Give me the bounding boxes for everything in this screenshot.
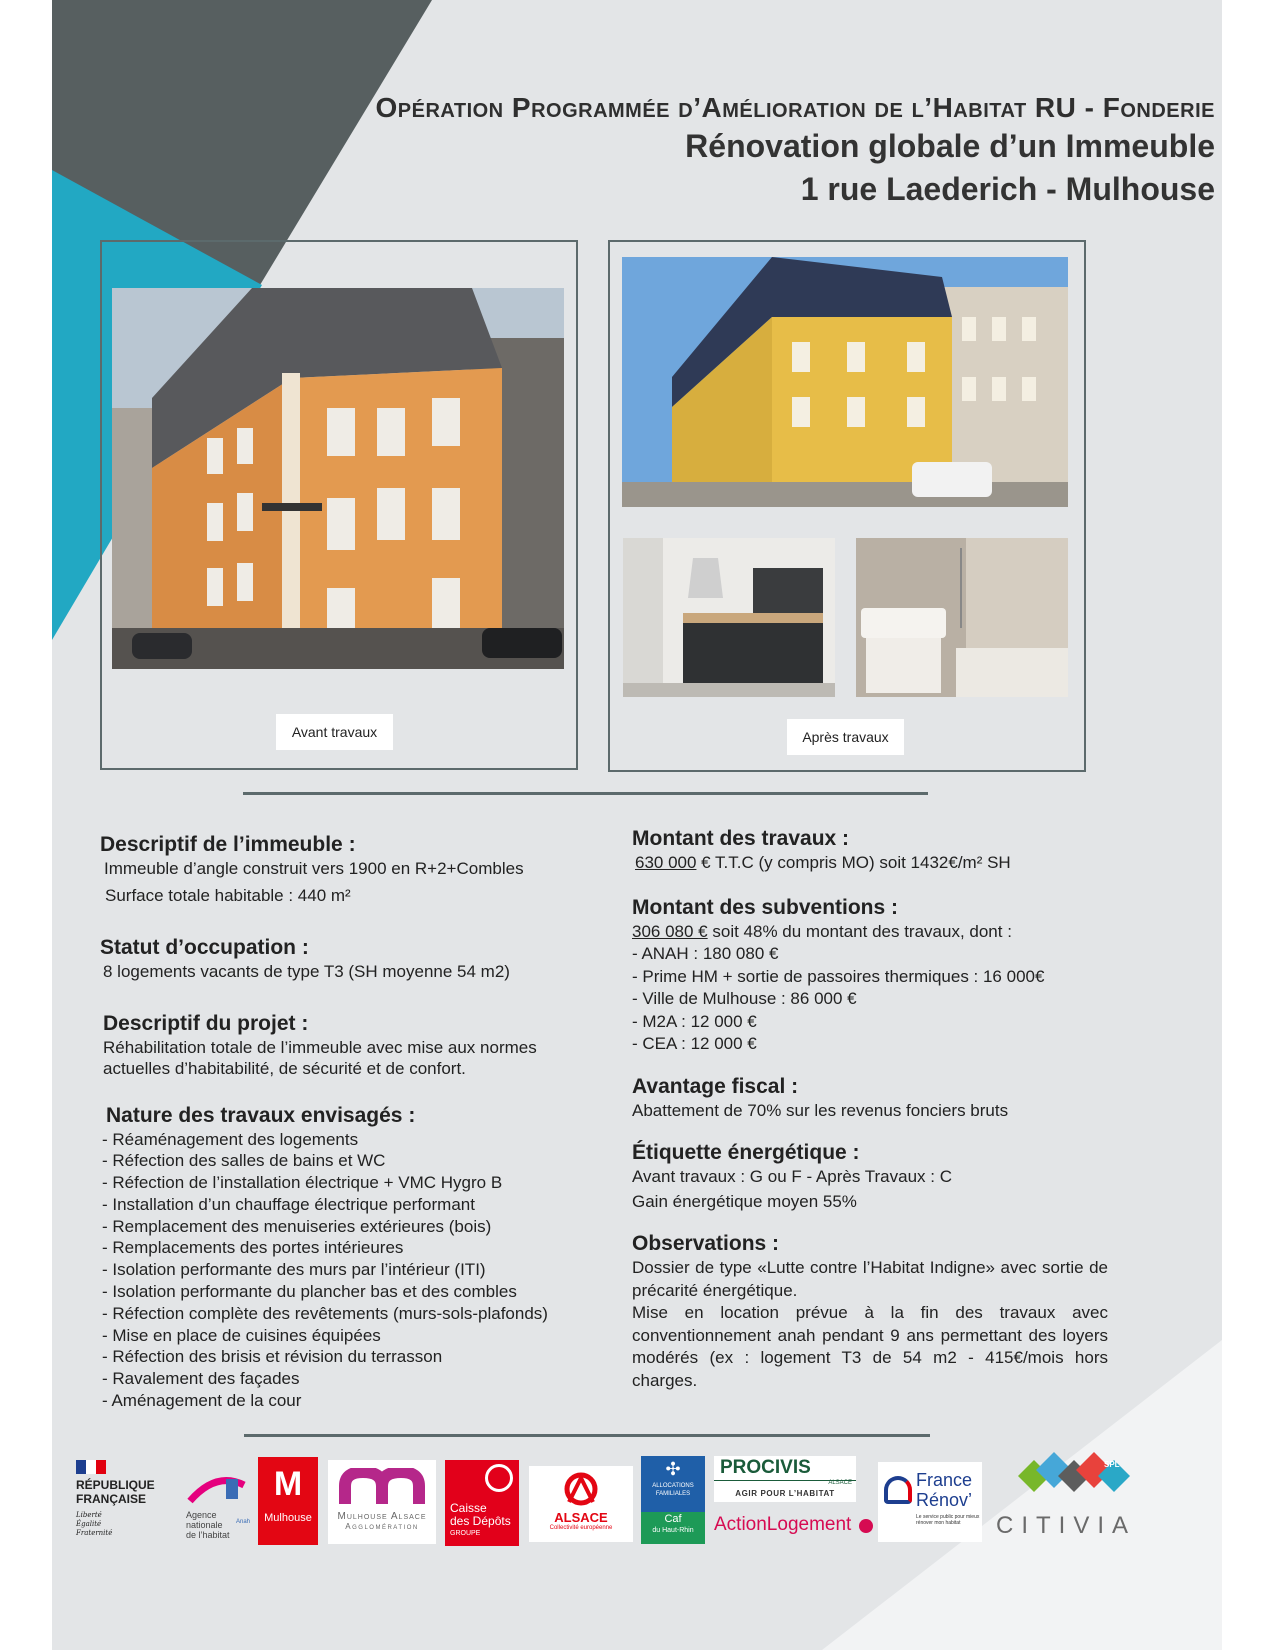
after-building-photo <box>622 257 1068 507</box>
list-item: - ANAH : 180 080 € <box>632 944 779 963</box>
caf-logo <box>641 1456 705 1546</box>
list-item: - Remplacements des portes intérieures <box>102 1238 404 1258</box>
program-title: Opération Programmée d’Amélioration de l’Habitat RU - Fonderie <box>375 92 1215 123</box>
france-renov-house-icon <box>884 1476 912 1504</box>
caf-line-1: ALLOCATIONS <box>652 1483 694 1489</box>
citivia-label: CITIVIA <box>996 1512 1137 1539</box>
left-column <box>100 832 600 1412</box>
energie-line-2: Gain énergétique moyen 55% <box>632 1191 857 1211</box>
procivis-name: PROCIVIS <box>714 1456 856 1481</box>
rf-motto-3: Fraternité <box>76 1529 113 1537</box>
caisse-des-depots-logo <box>445 1460 519 1546</box>
travaux-list <box>100 1129 600 1412</box>
subventions-list <box>632 943 1108 1056</box>
energie-line-1: Avant travaux : G ou F - Après Travaux : C <box>632 1167 952 1186</box>
before-building-photo <box>112 288 564 669</box>
montant-heading: Montant des travaux : <box>632 827 850 850</box>
m2a-line-1: Mulhouse Alsace <box>337 1511 427 1522</box>
travaux-heading: Nature des travaux envisagés : <box>106 1103 416 1127</box>
observations-heading: Observations : <box>632 1232 780 1255</box>
list-item: - Réfection des brisis et révision du terrasson <box>102 1347 443 1367</box>
bathroom-photo <box>856 538 1068 697</box>
montant-rest: € T.T.C (y compris MO) soit 1432€/m² SH <box>696 853 1011 872</box>
caf-family-icon: ✣ <box>665 1459 681 1479</box>
mulhouse-label: Mulhouse <box>264 1512 312 1524</box>
fiscal-line: Abattement de 70% sur les revenus fonciers bruts <box>632 1100 1009 1120</box>
fiscal-heading: Avantage fiscal : <box>632 1074 799 1098</box>
statut-heading: Statut d’occupation : <box>100 936 309 959</box>
statut-line: 8 logements vacants de type T3 (SH moyenne 54 m2) <box>103 962 510 981</box>
caf-line-2: FAMILIALES <box>655 1491 691 1497</box>
list-item: - Réfection de l’installation électrique + VMC Hygro B <box>102 1173 503 1193</box>
rf-motto-1: Liberté <box>76 1511 102 1519</box>
list-item: - Isolation performante des murs par l’intérieur (ITI) <box>102 1260 486 1280</box>
mulhouse-logo <box>258 1457 318 1545</box>
france-renov-line-2: Rénov’ <box>916 1490 973 1510</box>
subventions-heading: Montant des subventions : <box>632 895 899 919</box>
action-logement-logo <box>714 1514 874 1544</box>
rf-motto-2: Égalité <box>76 1520 102 1528</box>
page-title-block <box>375 92 1215 208</box>
subventions-amount: 306 080 € <box>632 921 708 941</box>
list-item: - Réfection des salles de bains et WC <box>102 1151 386 1171</box>
before-caption: Avant travaux <box>276 714 393 750</box>
right-column <box>632 826 1108 1392</box>
projet-heading: Descriptif du projet : <box>103 1011 309 1035</box>
m2a-m-icon <box>337 1468 427 1506</box>
energie-heading: Étiquette énergétique : <box>632 1141 860 1164</box>
mulhouse-letter: M <box>273 1465 303 1503</box>
observations-paragraph-1: Dossier de type «Lutte contre l’Habitat Indigne» avec sortie de précarité énergétique. <box>632 1258 1108 1300</box>
france-renov-logo <box>878 1462 982 1542</box>
actionlogement-icon <box>859 1519 873 1533</box>
citivia-spl: SPL <box>1104 1460 1120 1469</box>
address-title: 1 rue Laederich - Mulhouse <box>800 171 1215 207</box>
anah-tag: Anah <box>235 1519 250 1525</box>
caf-line-4: du Haut-Rhin <box>652 1527 694 1534</box>
france-renov-line-1: France <box>916 1470 973 1490</box>
anah-swoosh-icon <box>186 1475 250 1505</box>
cdc-line-1: Caisse <box>450 1501 487 1515</box>
list-item: - Aménagement de la cour <box>102 1391 302 1411</box>
alsace-ca-icon <box>551 1472 611 1506</box>
after-caption: Après travaux <box>787 719 904 755</box>
projet-text: Réhabilitation totale de l’immeuble avec mise aux normes actuelles d’habitabilité, de sécurité et de confort. <box>103 1037 537 1078</box>
section-divider-top <box>243 792 928 795</box>
procivis-logo <box>714 1456 856 1502</box>
anah-line-2: nationale <box>186 1520 223 1530</box>
observations-paragraph-2: Mise en location prévue à la fin des travaux avec conventionnement anah pendant 9 ans permettant des loyers modérés (ex : logement T3 de 54 m2 - 415€/mois hors charges. <box>632 1303 1108 1390</box>
subventions-line <box>632 921 1108 944</box>
subventions-rest: soit 48% du montant des travaux, dont : <box>707 921 1012 941</box>
descriptif-immeuble-heading: Descriptif de l’immeuble : <box>100 833 356 856</box>
list-item: - Réaménagement des logements <box>102 1129 359 1149</box>
montant-line <box>632 852 1108 875</box>
list-item: - Mise en place de cuisines équipées <box>102 1325 381 1345</box>
descriptif-immeuble-line-1: Immeuble d’angle construit vers 1900 en R+2+Combles <box>104 859 524 878</box>
citivia-logo <box>994 1446 1154 1546</box>
list-item: - Installation d’un chauffage électrique performant <box>102 1194 475 1214</box>
list-item: - Réfection complète des revêtements (murs-sols-plafonds) <box>102 1303 548 1323</box>
list-item: - Ravalement des façades <box>102 1369 300 1389</box>
project-title: Rénovation globale d’un Immeuble <box>685 128 1215 164</box>
cdc-line-3: GROUPE <box>450 1530 481 1537</box>
list-item: - Isolation performante du plancher bas et des combles <box>102 1282 517 1302</box>
m2a-line-2: Agglomération <box>345 1522 419 1531</box>
alsace-label: ALSACE <box>554 1510 608 1525</box>
rf-line-1: RÉPUBLIQUE <box>76 1478 155 1492</box>
cdc-squirrel-icon <box>485 1464 513 1492</box>
descriptif-immeuble-line-2: Surface totale habitable : 440 m² <box>105 885 351 905</box>
caf-line-3: Caf <box>664 1513 682 1525</box>
citivia-diamonds-icon <box>1004 1446 1144 1508</box>
procivis-region: ALSACE <box>828 1480 852 1486</box>
republique-francaise-logo <box>76 1460 156 1550</box>
list-item: - Ville de Mulhouse : 86 000 € <box>632 989 857 1008</box>
anah-line-1: Agence <box>186 1510 217 1520</box>
section-divider-bottom <box>244 1434 930 1437</box>
procivis-tag: AGIR POUR L’HABITAT <box>735 1489 835 1498</box>
kitchen-photo <box>623 538 835 697</box>
list-item: - Remplacement des menuiseries extérieures (bois) <box>102 1216 492 1236</box>
montant-amount: 630 000 <box>635 853 697 872</box>
france-renov-tag: Le service public pour mieux rénover mon habitat <box>916 1514 980 1526</box>
actionlogement-label: ActionLogement <box>714 1514 852 1535</box>
anah-logo <box>186 1475 250 1549</box>
cdc-line-2: des Dépôts <box>450 1514 511 1528</box>
anah-line-3: de l’habitat <box>186 1530 230 1540</box>
alsace-sub: Collectivité européenne <box>549 1525 613 1531</box>
m2a-logo <box>328 1460 436 1544</box>
alsace-logo <box>529 1466 633 1542</box>
rf-line-2: FRANÇAISE <box>76 1492 147 1506</box>
list-item: - Prime HM + sortie de passoires thermiques : 16 000€ <box>632 966 1045 986</box>
list-item: - CEA : 12 000 € <box>632 1034 757 1053</box>
list-item: - M2A : 12 000 € <box>632 1011 757 1031</box>
